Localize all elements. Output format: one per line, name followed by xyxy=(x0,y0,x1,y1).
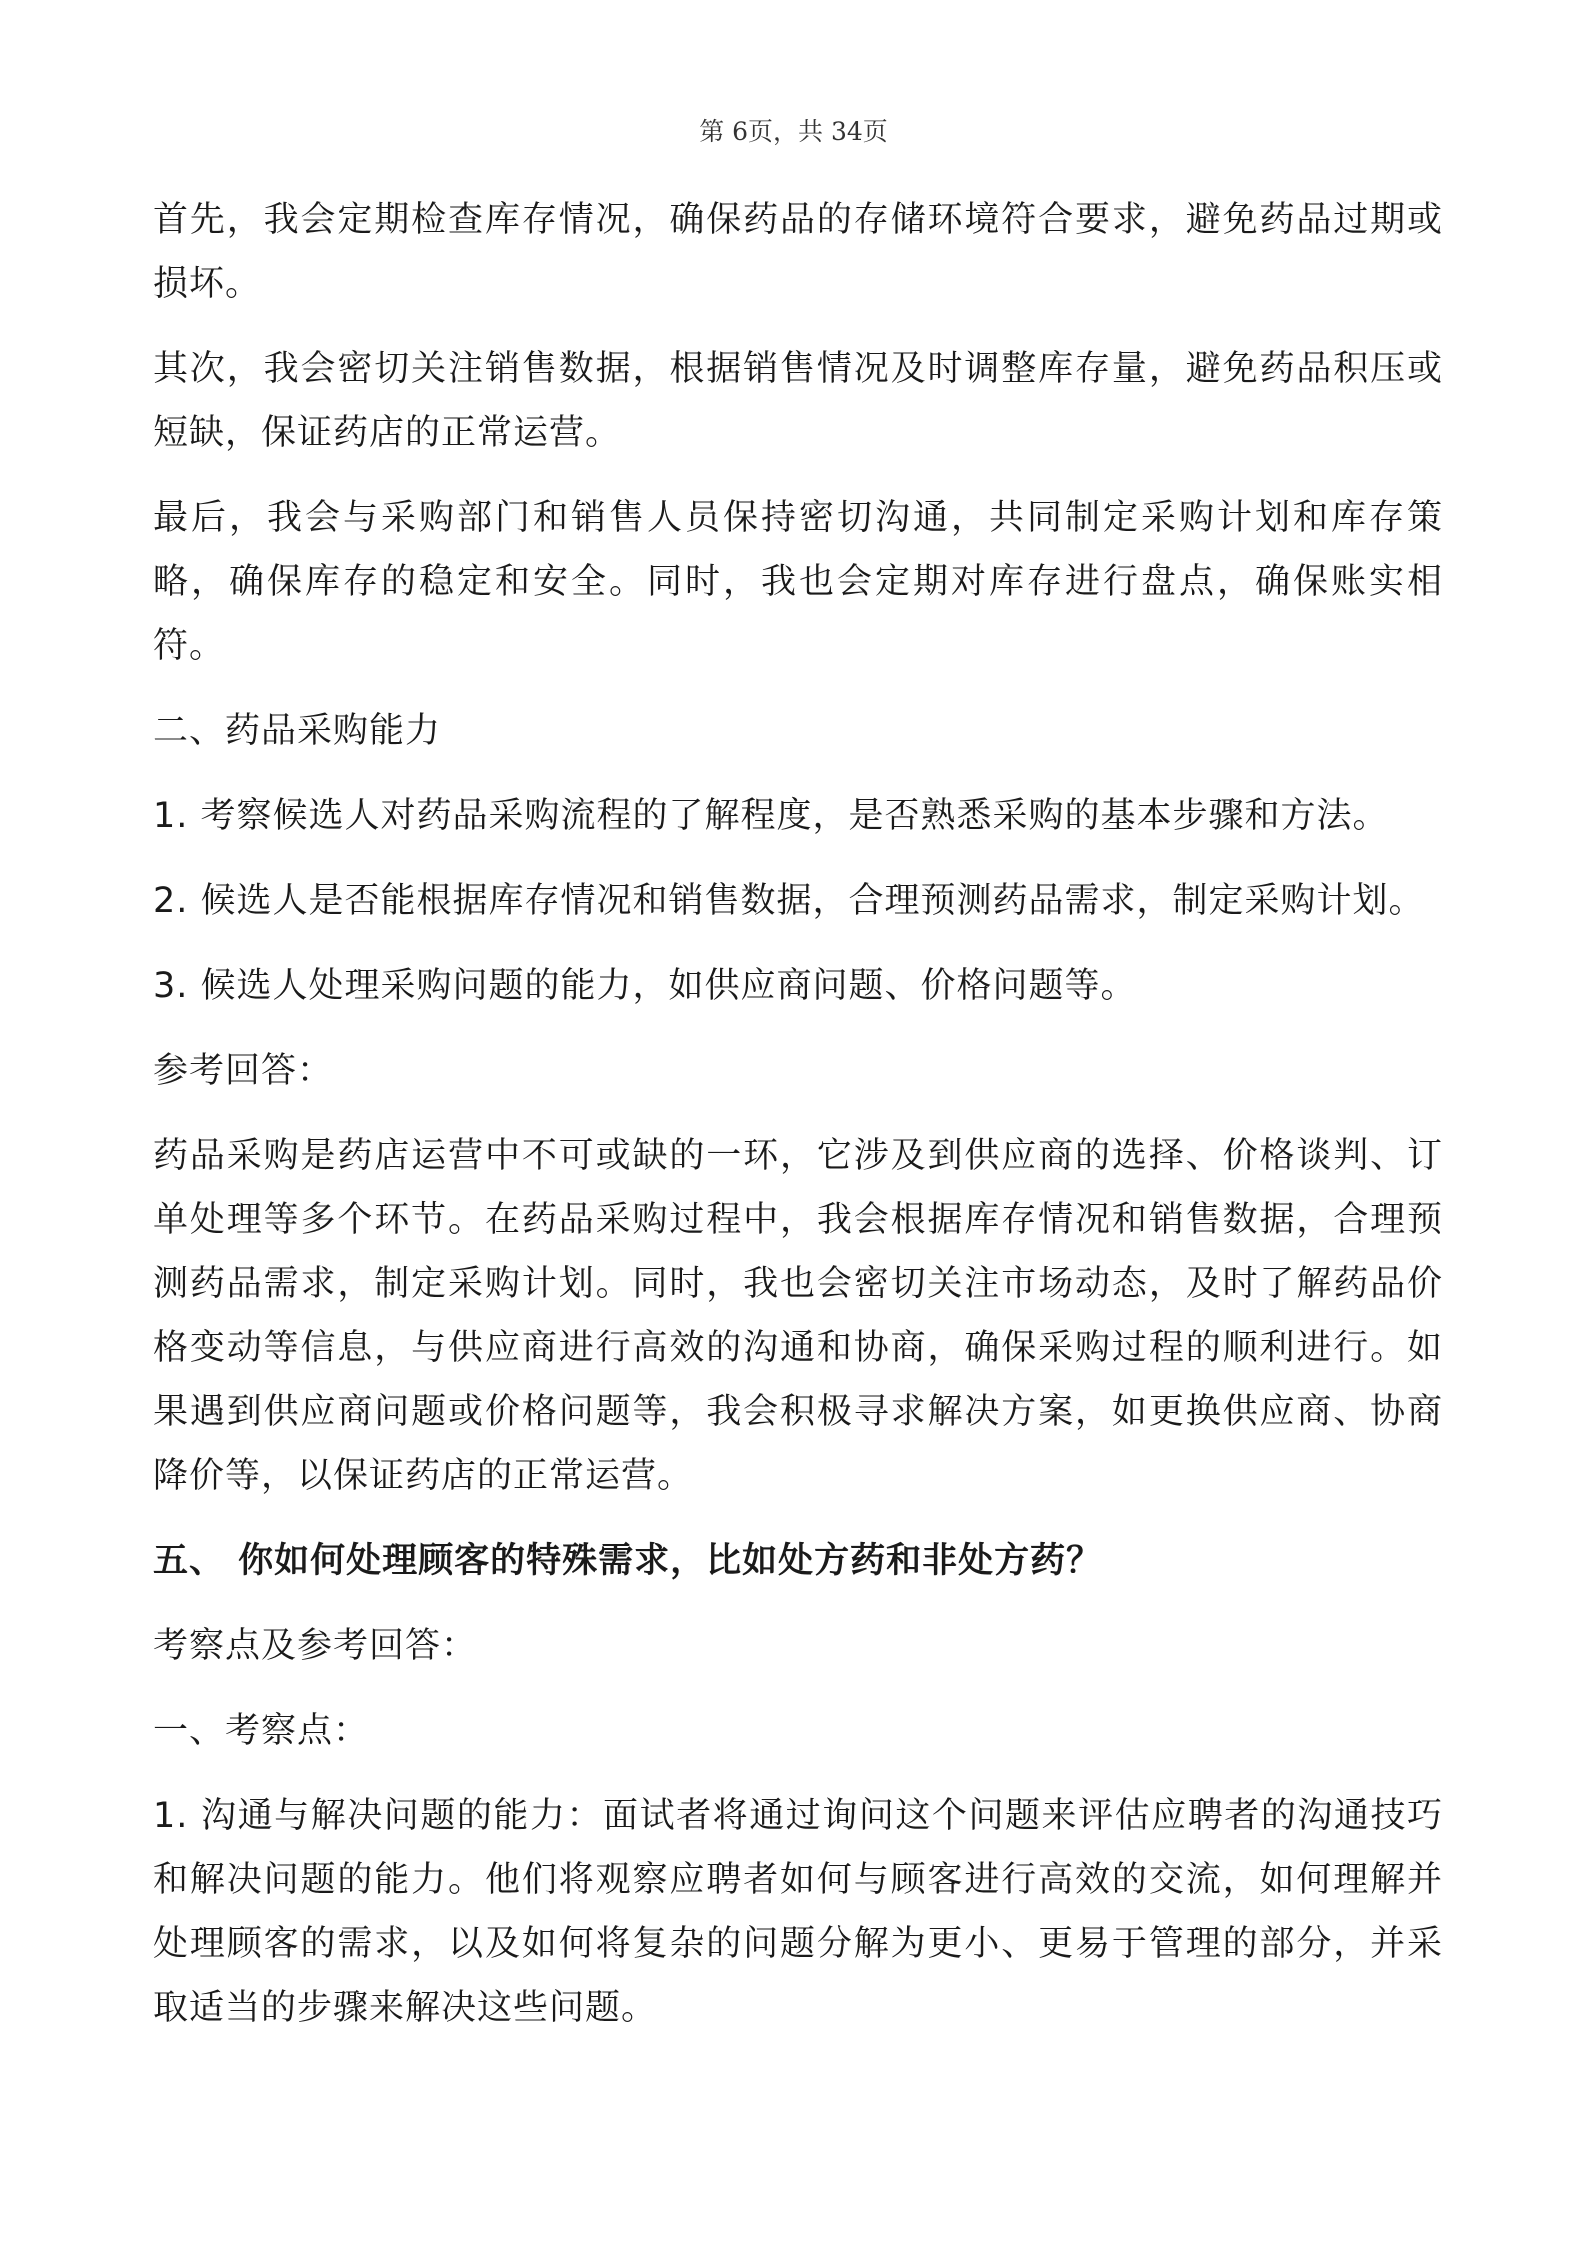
reference-answer-body: 药品采购是药店运营中不可或缺的一环，它涉及到供应商的选择、价格谈判、订单处理等多个环节。在药品采购过程中，我会根据库存情况和销售数据，合理预测药品需求，制定采购计划。同时，我也会密切关注市场动态，及时了解药品价格变动等信息，与供应商进行高效的沟通和协商，确保采购过程的顺利进行。如果遇到供应商问题或价格问题等，我会积极寻求解决方案，如更换供应商、协商降价等，以保证药店的正常运营。 xyxy=(153,1136,1443,1496)
paragraph-inventory-first: 首先，我会定期检查库存情况，确保药品的存储环境符合要求，避免药品过期或损坏。 xyxy=(153,200,1443,304)
assessment-label: 考察点及参考回答： xyxy=(153,1626,478,1666)
document-body xyxy=(153,188,1443,2061)
page-number-header: 第 6页，共 34页 xyxy=(699,117,888,146)
question-heading-5: 五、 你如何处理顾客的特殊需求，比如处方药和非处方药？ xyxy=(153,1541,1103,1581)
list-item-2: 2. 候选人是否能根据库存情况和销售数据，合理预测药品需求，制定采购计划。 xyxy=(153,881,1425,921)
list-item-1: 1. 考察候选人对药品采购流程的了解程度，是否熟悉采购的基本步骤和方法。 xyxy=(153,796,1389,836)
assessment-point-1: 1. 沟通与解决问题的能力：面试者将通过询问这个问题来评估应聘者的沟通技巧和解决问题的能力。他们将观察应聘者如何与顾客进行高效的交流，如何理解并处理顾客的需求，以及如何将复杂的问题分解为更小、更易于管理的部分，并采取适当的步骤来解决这些问题。 xyxy=(153,1796,1443,2028)
reference-answer-label: 参考回答： xyxy=(153,1051,334,1091)
paragraph-inventory-second: 其次，我会密切关注销售数据，根据销售情况及时调整库存量，避免药品积压或短缺，保证药店的正常运营。 xyxy=(153,349,1443,453)
list-item-3: 3. 候选人处理采购问题的能力，如供应商问题、价格问题等。 xyxy=(153,966,1137,1006)
paragraph-inventory-last: 最后，我会与采购部门和销售人员保持密切沟通，共同制定采购计划和库存策略，确保库存的稳定和安全。同时，我也会定期对库存进行盘点，确保账实相符。 xyxy=(153,498,1443,666)
assessment-points-heading: 一、考察点： xyxy=(153,1711,370,1751)
section-heading-procurement: 二、药品采购能力 xyxy=(153,711,442,751)
